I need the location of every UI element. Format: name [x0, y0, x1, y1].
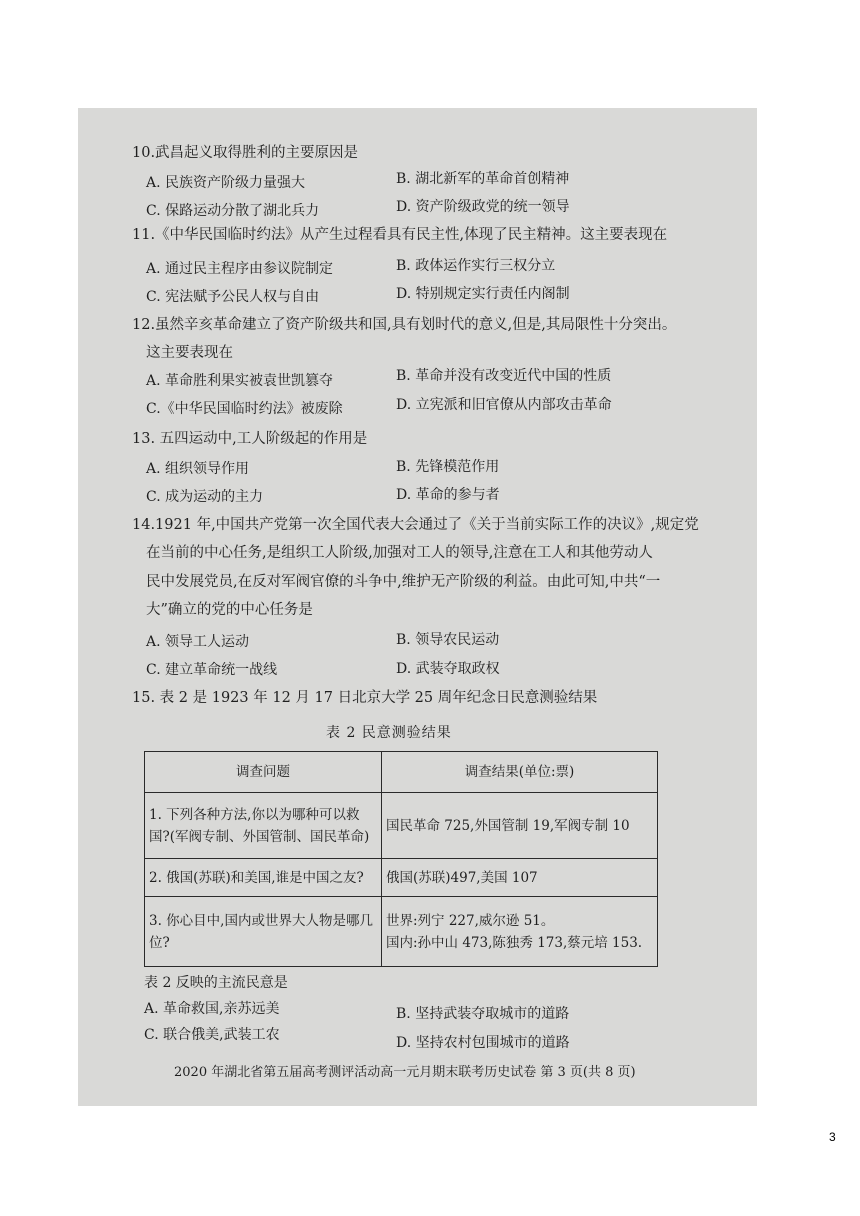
question-15-option-d: D. 坚持农村包围城市的道路 — [396, 1035, 570, 1051]
table-cell-result: 国民革命 725,外国管制 19,军阀专制 10 — [382, 793, 658, 859]
table-cell-result — [382, 897, 658, 967]
question-10-option-a: A. 民族资产阶级力量强大 — [146, 175, 306, 191]
question-12-option-a: A. 革命胜利果实被袁世凯篡夺 — [146, 373, 334, 389]
question-13-option-a: A. 组织领导作用 — [146, 461, 250, 477]
table-row — [145, 897, 658, 967]
question-15-option-a: A. 革命救国,亲苏远美 — [144, 1001, 280, 1017]
table-header-result: 调查结果(单位:票) — [382, 752, 658, 793]
question-14-stem-line-2: 在当前的中心任务,是组织工人阶级,加强对工人的领导,注意在工人和其他劳动人 — [146, 545, 653, 561]
table-header-row — [145, 752, 658, 793]
question-12-option-d: D. 立宪派和旧官僚从内部攻击革命 — [396, 397, 612, 413]
table-caption: 表 2 民意测验结果 — [326, 725, 452, 741]
table-cell-question: 2. 俄国(苏联)和美国,谁是中国之友? — [145, 859, 382, 897]
exam-footer: 2020 年湖北省第五届高考测评活动高一元月期末联考历史试卷 第 3 页(共 8 页) — [174, 1065, 636, 1080]
table-cell-result: 俄国(苏联)497,美国 107 — [382, 859, 658, 897]
question-15-option-b: B. 坚持武装夺取城市的道路 — [396, 1006, 570, 1022]
question-10-stem: 10.武昌起义取得胜利的主要原因是 — [132, 145, 359, 161]
table-cell-question: 3. 你心目中,国内或世界大人物是哪几位? — [145, 897, 382, 967]
table-cell-result-line-1: 世界:列宁 227,威尔逊 51。 — [386, 912, 555, 929]
question-10-option-b: B. 湖北新军的革命首创精神 — [396, 171, 570, 187]
question-14-option-b: B. 领导农民运动 — [396, 632, 500, 648]
table-row — [145, 859, 658, 897]
question-12-stem-line-1: 12.虽然辛亥革命建立了资产阶级共和国,具有划时代的意义,但是,其局限性十分突出。 — [132, 317, 677, 333]
question-10-option-c: C. 保路运动分散了湖北兵力 — [146, 203, 320, 219]
question-14-stem-line-3: 民中发展党员,在反对军阀官僚的斗争中,维护无产阶级的利益。由此可知,中共“一 — [146, 574, 661, 590]
question-14-stem-line-1: 14.1921 年,中国共产党第一次全国代表大会通过了《关于当前实际工作的决议》,规定党 — [132, 517, 699, 533]
question-13-option-b: B. 先锋模范作用 — [396, 459, 500, 475]
question-14-option-d: D. 武装夺取政权 — [396, 661, 500, 677]
question-14-option-c: C. 建立革命统一战线 — [146, 662, 278, 678]
photographed-exam-page — [78, 108, 757, 1106]
question-14-option-a: A. 领导工人运动 — [146, 634, 250, 650]
page-number: 3 — [829, 1130, 836, 1144]
question-15-stem: 15. 表 2 是 1923 年 12 月 17 日北京大学 25 周年纪念日民意测验结果 — [132, 690, 598, 706]
question-13-stem: 13. 五四运动中,工人阶级起的作用是 — [132, 431, 368, 447]
question-11-stem: 11.《中华民国临时约法》从产生过程看具有民主性,体现了民主精神。这主要表现在 — [132, 227, 668, 243]
question-11-option-c: C. 宪法赋予公民人权与自由 — [146, 289, 320, 305]
question-11-option-a: A. 通过民主程序由参议院制定 — [146, 261, 334, 277]
table-row — [145, 793, 658, 859]
question-14-stem-line-4: 大”确立的党的中心任务是 — [146, 602, 313, 618]
survey-table — [144, 751, 658, 967]
table-cell-question: 1. 下列各种方法,你以为哪种可以救国?(军阀专制、外国管制、国民革命) — [145, 793, 382, 859]
question-15-option-c: C. 联合俄美,武装工农 — [144, 1027, 280, 1043]
table-header-question: 调查问题 — [145, 752, 382, 793]
question-12-option-c: C.《中华民国临时约法》被废除 — [146, 401, 343, 417]
table-cell-result-line-2: 国内:孙中山 473,陈独秀 173,蔡元培 153. — [386, 934, 643, 951]
question-13-option-d: D. 革命的参与者 — [396, 487, 500, 503]
question-12-option-b: B. 革命并没有改变近代中国的性质 — [396, 368, 612, 384]
question-10-option-d: D. 资产阶级政党的统一领导 — [396, 199, 570, 215]
question-11-option-b: B. 政体运作实行三权分立 — [396, 258, 556, 274]
question-11-option-d: D. 特别规定实行责任内阁制 — [396, 286, 570, 302]
question-13-option-c: C. 成为运动的主力 — [146, 489, 264, 505]
question-15-followup: 表 2 反映的主流民意是 — [144, 975, 288, 991]
question-12-stem-line-2: 这主要表现在 — [146, 345, 233, 361]
